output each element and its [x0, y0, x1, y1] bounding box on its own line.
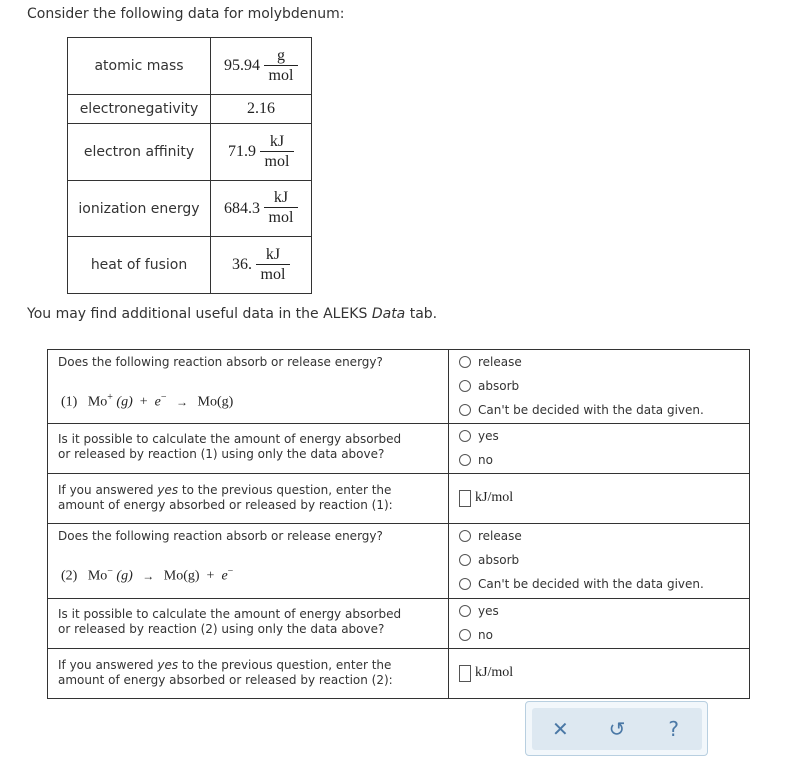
toolbar-buttons	[532, 708, 702, 750]
option-release[interactable]: release	[459, 524, 739, 548]
answer-cell	[449, 649, 750, 699]
unit-denominator: mol	[260, 265, 286, 283]
property-name: atomic mass	[68, 38, 211, 95]
question-table	[47, 349, 750, 699]
unit-label: kJ/mol	[475, 665, 514, 680]
question-prompt: Is it possible to calculate the amount of energy absorbed or released by reaction (1) using only the data above?	[48, 424, 449, 474]
property-value	[211, 237, 312, 294]
unit-denominator: mol	[268, 209, 294, 226]
property-value	[211, 124, 312, 181]
unit-fraction	[256, 246, 290, 285]
value-number: 36.	[232, 256, 252, 273]
data-tab-note: You may find additional useful data in the ALEKS Data tab.	[27, 306, 438, 322]
radio-button[interactable]	[459, 554, 471, 566]
unit-numerator: g	[277, 46, 285, 64]
table-row	[68, 38, 312, 95]
property-value	[211, 181, 312, 237]
radio-button[interactable]	[459, 578, 471, 590]
answer-cell	[449, 474, 750, 524]
radio-button[interactable]	[459, 454, 471, 466]
option-yes[interactable]: yes	[459, 599, 739, 623]
value-number: 71.9	[228, 143, 256, 160]
option-absorb[interactable]: absorb	[459, 374, 739, 398]
radio-button[interactable]	[459, 430, 471, 442]
radio-button[interactable]	[459, 380, 471, 392]
answer-toolbar	[525, 701, 708, 756]
data-tab-word: Data	[371, 306, 406, 322]
property-name: electronegativity	[68, 95, 211, 124]
property-value: 2.16	[211, 95, 312, 124]
answer-options	[449, 350, 750, 424]
radio-button[interactable]	[459, 404, 471, 416]
energy-answer-input-1[interactable]	[459, 490, 471, 507]
question-row	[48, 424, 750, 474]
unit-fraction	[264, 47, 298, 86]
question-row	[48, 474, 750, 524]
reaction-equation-2: (2) Mo− (g) → Mo(g) + e−	[61, 566, 234, 584]
question-row	[48, 649, 750, 699]
option-yes[interactable]: yes	[459, 424, 739, 448]
option-no[interactable]: no	[459, 448, 739, 472]
property-name: ionization energy	[68, 181, 211, 237]
radio-button[interactable]	[459, 605, 471, 617]
arrow-icon: →	[176, 394, 189, 409]
undo-icon[interactable]: ↺	[608, 717, 626, 741]
unit-numerator: kJ	[265, 245, 281, 263]
question-prompt: Is it possible to calculate the amount of energy absorbed or released by reaction (2) using only the data above?	[48, 599, 449, 649]
reaction-equation-1: (1) Mo+ (g) + e− → Mo(g)	[61, 392, 234, 410]
property-name: electron affinity	[68, 124, 211, 181]
answer-options	[449, 424, 750, 474]
value-number: 684.3	[224, 199, 260, 217]
unit-fraction	[260, 133, 294, 172]
radio-button[interactable]	[459, 356, 471, 368]
question-row	[48, 599, 750, 649]
intro-text: Consider the following data for molybdenum:	[27, 6, 345, 22]
option-release[interactable]: release	[459, 350, 739, 374]
option-cant-decide[interactable]: Can't be decided with the data given.	[459, 572, 739, 596]
unit-fraction	[264, 189, 298, 228]
clear-icon[interactable]: ✕	[551, 717, 569, 741]
table-row	[68, 237, 312, 294]
question-prompt: Does the following reaction absorb or release energy? (1) Mo+ (g) + e− → Mo(g)	[48, 350, 449, 424]
answer-options	[449, 599, 750, 649]
radio-button[interactable]	[459, 530, 471, 542]
data-table	[67, 37, 312, 294]
question-row	[48, 350, 750, 424]
table-row	[68, 124, 312, 181]
option-cant-decide[interactable]: Can't be decided with the data given.	[459, 398, 739, 422]
unit-numerator: kJ	[273, 189, 289, 206]
unit-denominator: mol	[264, 152, 290, 170]
question-prompt: If you answered yes to the previous question, enter the amount of energy absorbed or released by reaction (2):	[48, 649, 449, 699]
radio-button[interactable]	[459, 629, 471, 641]
unit-denominator: mol	[268, 66, 294, 84]
help-icon[interactable]: ?	[668, 717, 679, 741]
arrow-icon: →	[142, 568, 155, 583]
answer-options	[449, 524, 750, 599]
option-no[interactable]: no	[459, 623, 739, 647]
option-absorb[interactable]: absorb	[459, 548, 739, 572]
question-row	[48, 524, 750, 599]
energy-answer-input-2[interactable]	[459, 665, 471, 682]
property-value	[211, 38, 312, 95]
question-prompt: Does the following reaction absorb or release energy? (2) Mo− (g) → Mo(g) + e−	[48, 524, 449, 599]
table-row	[68, 95, 312, 124]
question-prompt: If you answered yes to the previous question, enter the amount of energy absorbed or released by reaction (1):	[48, 474, 449, 524]
unit-numerator: kJ	[269, 132, 285, 150]
table-row	[68, 181, 312, 237]
value-number: 95.94	[224, 57, 260, 74]
property-name: heat of fusion	[68, 237, 211, 294]
unit-label: kJ/mol	[475, 490, 514, 505]
